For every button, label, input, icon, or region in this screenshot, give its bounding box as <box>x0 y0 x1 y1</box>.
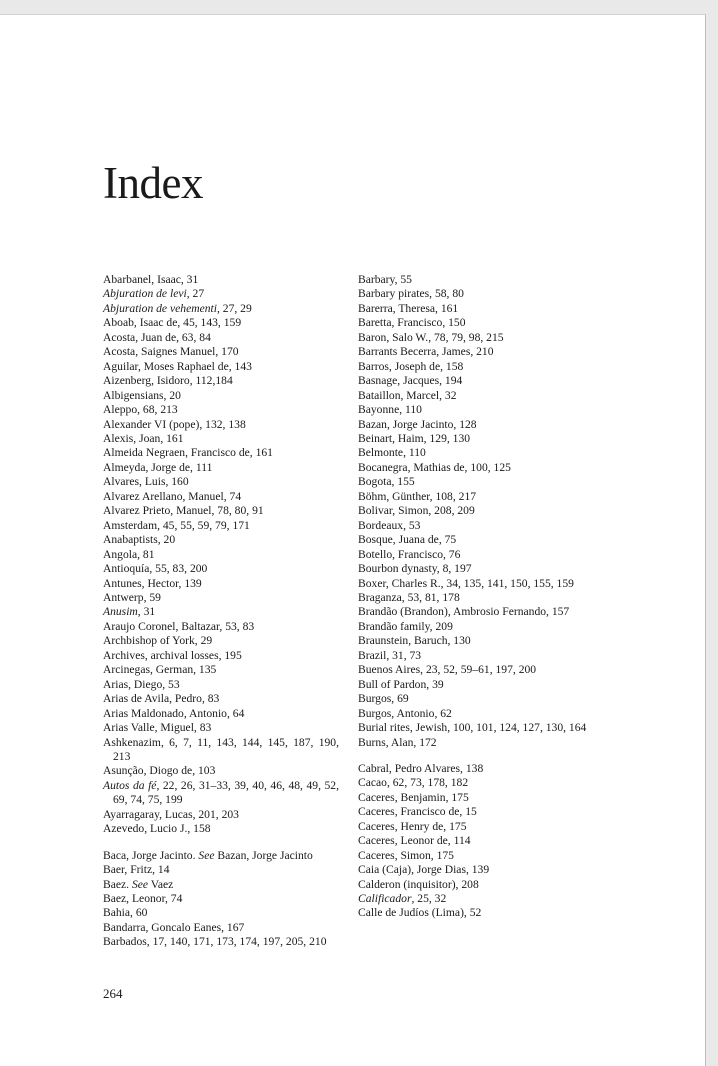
entry-text: , 22, 26, 31–33, 39, 40, 46, 48, 49, 52, 69, 74, 75, 199 <box>113 778 339 807</box>
entry-text: Abarbanel, Isaac, 31 <box>103 273 199 286</box>
index-entry <box>358 863 600 877</box>
index-entry <box>358 374 600 388</box>
index-entry <box>103 620 339 634</box>
entry-text: Burgos, Antonio, 62 <box>358 706 452 720</box>
entry-text: Barbary pirates, 58, 80 <box>358 287 464 301</box>
entry-text: Caceres, Francisco de, 15 <box>358 805 477 819</box>
entry-term: Abjuration de vehementi <box>103 301 217 315</box>
entry-text: Baer, Fritz, 14 <box>103 863 170 877</box>
entry-term: Autos da fé <box>103 778 157 792</box>
index-entry <box>358 707 600 721</box>
entry-text: Barerra, Theresa, 161 <box>358 301 459 315</box>
index-entry <box>103 822 339 836</box>
index-entry <box>358 331 600 345</box>
index-entry <box>103 446 339 460</box>
index-entry <box>358 446 600 460</box>
index-entry <box>358 736 600 750</box>
entry-text: Angola, 81 <box>103 547 155 561</box>
index-entry <box>103 461 339 475</box>
entry-text: Cacao, 62, 73, 178, 182 <box>358 776 469 790</box>
index-entry <box>103 302 339 316</box>
entry-text: Braganza, 53, 81, 178 <box>358 590 460 604</box>
entry-text: Bataillon, Marcel, 32 <box>358 388 457 402</box>
index-entry <box>103 418 339 432</box>
entry-text: Bosque, Juana de, 75 <box>358 533 457 547</box>
entry-text: Bourbon dynasty, 8, 197 <box>358 562 472 576</box>
index-entry <box>358 892 600 906</box>
index-entry <box>103 490 339 504</box>
entry-text: Alexis, Joan, 161 <box>103 431 184 445</box>
entry-text: Acosta, Saignes Manuel, 170 <box>103 345 239 359</box>
entry-text: Amsterdam, 45, 55, 59, 79, 171 <box>103 518 250 532</box>
entry-text: Caceres, Henry de, 175 <box>358 819 467 833</box>
entry-text: Acosta, Juan de, 63, 84 <box>103 330 211 344</box>
index-entry <box>358 533 600 547</box>
entry-text: Arcinegas, German, 135 <box>103 663 217 677</box>
index-entry <box>103 779 339 808</box>
entry-text: Bayonne, 110 <box>358 403 422 417</box>
index-entry <box>103 504 339 518</box>
entry-text: Bazan, Jorge Jacinto, 128 <box>358 417 477 431</box>
entry-text: Asunção, Diogo de, 103 <box>103 764 216 778</box>
entry-text: Caia (Caja), Jorge Dias, 139 <box>358 863 490 877</box>
index-entry <box>358 649 600 663</box>
entry-text: Anabaptists, 20 <box>103 533 176 547</box>
index-entry <box>103 287 339 301</box>
index-entry <box>358 548 600 562</box>
index-column-right <box>358 273 600 921</box>
see-reference: See <box>131 877 149 891</box>
entry-text: Almeida Negraen, Francisco de, 161 <box>103 446 273 460</box>
entry-text: Ayarragaray, Lucas, 201, 203 <box>103 807 239 821</box>
page-title: Index <box>103 158 203 208</box>
index-entry <box>103 634 339 648</box>
index-entry <box>103 921 339 935</box>
entry-text: Calle de Judíos (Lima), 52 <box>358 906 482 920</box>
entry-text: Ashkenazim, 6, 7, 11, 143, 144, 145, 187, 190, 213 <box>103 735 339 763</box>
index-entry <box>358 791 600 805</box>
index-entry <box>358 475 600 489</box>
index-entry <box>358 721 600 735</box>
entry-term: Calificador <box>358 892 412 906</box>
entry-text: Aizenberg, Isidoro, 112,184 <box>103 374 233 388</box>
entry-text: Baretta, Francisco, 150 <box>358 316 466 330</box>
index-entry <box>103 360 339 374</box>
index-entry <box>103 663 339 677</box>
index-entry <box>103 475 339 489</box>
entry-text: Almeyda, Jorge de, 111 <box>103 460 213 474</box>
entry-text: Caceres, Benjamin, 175 <box>358 790 469 804</box>
entry-text: Barbados, 17, 140, 171, 173, 174, 197, 205, 210 <box>103 935 327 949</box>
entry-text: Archives, archival losses, 195 <box>103 648 242 662</box>
index-entry <box>103 345 339 359</box>
entry-text: Burgos, 69 <box>358 692 409 706</box>
index-entry <box>103 519 339 533</box>
entry-text: Arias Valle, Miguel, 83 <box>103 721 212 735</box>
entry-text: Antwerp, 59 <box>103 590 161 604</box>
entry-text: Bordeaux, 53 <box>358 518 421 532</box>
index-entry <box>103 764 339 778</box>
index-entry <box>358 577 600 591</box>
index-entry <box>103 935 339 949</box>
index-entry <box>358 418 600 432</box>
index-entry <box>358 302 600 316</box>
page-number: 264 <box>103 986 123 1001</box>
index-entry <box>103 548 339 562</box>
entry-text: Aleppo, 68, 213 <box>103 403 178 417</box>
entry-text: Baron, Salo W., 78, 79, 98, 215 <box>358 330 504 344</box>
entry-term: Anusim <box>103 605 138 619</box>
index-entry <box>358 360 600 374</box>
entry-text: Barros, Joseph de, 158 <box>358 359 464 373</box>
index-entry <box>358 605 600 619</box>
index-entry <box>103 273 339 287</box>
index-entry <box>103 374 339 388</box>
entry-text: Alexander VI (pope), 132, 138 <box>103 417 246 431</box>
index-entry <box>103 878 339 892</box>
entry-text: Antunes, Hector, 139 <box>103 576 202 590</box>
entry-text: , 27 <box>186 287 205 301</box>
see-reference: See <box>198 848 215 862</box>
index-entry <box>358 504 600 518</box>
index-entry <box>358 403 600 417</box>
index-entry <box>103 403 339 417</box>
index-entry <box>103 649 339 663</box>
index-entry <box>358 519 600 533</box>
entry-text: Vaez <box>148 877 174 891</box>
index-entry <box>103 692 339 706</box>
entry-text: Brandão family, 209 <box>358 619 453 633</box>
index-entry <box>358 316 600 330</box>
entry-text: , 27, 29 <box>216 301 252 315</box>
index-entry <box>103 591 339 605</box>
index-entry <box>103 707 339 721</box>
entry-text: Cabral, Pedro Alvares, 138 <box>358 761 484 775</box>
entry-text: Archbishop of York, 29 <box>103 634 213 648</box>
index-entry <box>358 273 600 287</box>
index-entry <box>358 776 600 790</box>
index-entry <box>358 663 600 677</box>
index-entry <box>103 533 339 547</box>
entry-text: Baez, Leonor, 74 <box>103 892 183 906</box>
entry-text: Bahia, 60 <box>103 906 148 920</box>
entry-text: Arias, Diego, 53 <box>103 677 180 691</box>
index-entry <box>358 634 600 648</box>
index-entry <box>103 863 339 877</box>
index-entry <box>358 692 600 706</box>
index-entry <box>103 432 339 446</box>
entry-text: Caceres, Leonor de, 114 <box>358 834 471 848</box>
entry-text: Brazil, 31, 73 <box>358 648 422 662</box>
entry-text: Aguilar, Moses Raphael de, 143 <box>103 359 252 373</box>
entry-text: Brandão (Brandon), Ambrosio Fernando, 157 <box>358 605 570 619</box>
index-entry <box>358 287 600 301</box>
index-entry <box>103 808 339 822</box>
entry-text: Baca, Jorge Jacinto. <box>103 848 199 862</box>
entry-text: Araujo Coronel, Baltazar, 53, 83 <box>103 619 255 633</box>
index-entry <box>103 605 339 619</box>
index-entry <box>103 562 339 576</box>
entry-text: Albigensians, 20 <box>103 388 181 402</box>
index-entry <box>103 678 339 692</box>
entry-text: Alvares, Luis, 160 <box>103 475 189 489</box>
index-entry <box>103 721 339 735</box>
entry-text: Böhm, Günther, 108, 217 <box>358 489 477 503</box>
entry-text: Calderon (inquisitor), 208 <box>358 877 479 891</box>
entry-text: Belmonte, 110 <box>358 446 426 460</box>
index-entry <box>358 678 600 692</box>
index-entry <box>103 736 339 765</box>
index-entry <box>358 432 600 446</box>
index-entry <box>358 345 600 359</box>
index-entry <box>103 577 339 591</box>
entry-text: Braunstein, Baruch, 130 <box>358 634 471 648</box>
index-entry <box>358 591 600 605</box>
entry-text: Arias Maldonado, Antonio, 64 <box>103 706 245 720</box>
entry-text: Antioquía, 55, 83, 200 <box>103 562 208 576</box>
entry-text: Burns, Alan, 172 <box>358 735 437 749</box>
entry-text: Arias de Avila, Pedro, 83 <box>103 692 220 706</box>
index-entry <box>103 892 339 906</box>
entry-text: , 25, 32 <box>411 892 447 906</box>
index-entry <box>358 820 600 834</box>
index-entry <box>358 834 600 848</box>
entry-text: Beinart, Haim, 129, 130 <box>358 431 471 445</box>
entry-text: Bolivar, Simon, 208, 209 <box>358 504 475 518</box>
index-entry <box>103 331 339 345</box>
entry-text: , 31 <box>137 605 156 619</box>
entry-text: Buenos Aires, 23, 52, 59–61, 197, 200 <box>358 663 537 677</box>
entry-text: Aboab, Isaac de, 45, 143, 159 <box>103 316 242 330</box>
index-entry <box>358 620 600 634</box>
entry-text: Bull of Pardon, 39 <box>358 677 444 691</box>
entry-text: Botello, Francisco, 76 <box>358 547 461 561</box>
index-entry <box>358 878 600 892</box>
entry-text: Barrants Becerra, James, 210 <box>358 345 494 359</box>
entry-text: Bandarra, Goncalo Eanes, 167 <box>103 920 245 934</box>
entry-term: Abjuration de levi <box>103 287 187 301</box>
entry-text: Barbary, 55 <box>358 273 412 286</box>
entry-text: Caceres, Simon, 175 <box>358 848 454 862</box>
index-entry <box>103 906 339 920</box>
entry-text: Burial rites, Jewish, 100, 101, 124, 127, 130, 164 <box>358 721 587 735</box>
entry-text: Bogota, 155 <box>358 475 415 489</box>
entry-text: Azevedo, Lucio J., 158 <box>103 822 211 836</box>
entry-text: Alvarez Arellano, Manuel, 74 <box>103 489 242 503</box>
index-entry <box>358 849 600 863</box>
entry-text: Basnage, Jacques, 194 <box>358 374 463 388</box>
entry-text: Boxer, Charles R., 34, 135, 141, 150, 155, 159 <box>358 576 574 590</box>
entry-text: Bazan, Jorge Jacinto <box>214 848 313 862</box>
book-page <box>0 14 706 1066</box>
index-entry <box>103 316 339 330</box>
index-entry <box>358 490 600 504</box>
entry-text: Alvarez Prieto, Manuel, 78, 80, 91 <box>103 504 264 518</box>
index-entry <box>103 849 339 863</box>
entry-text: Bocanegra, Mathias de, 100, 125 <box>358 460 511 474</box>
index-entry <box>358 906 600 920</box>
index-entry <box>358 762 600 776</box>
index-entry <box>358 805 600 819</box>
index-entry <box>358 562 600 576</box>
index-column-left <box>103 273 339 950</box>
index-entry <box>103 389 339 403</box>
index-entry <box>358 389 600 403</box>
index-entry <box>358 461 600 475</box>
entry-text: Baez. <box>103 877 132 891</box>
